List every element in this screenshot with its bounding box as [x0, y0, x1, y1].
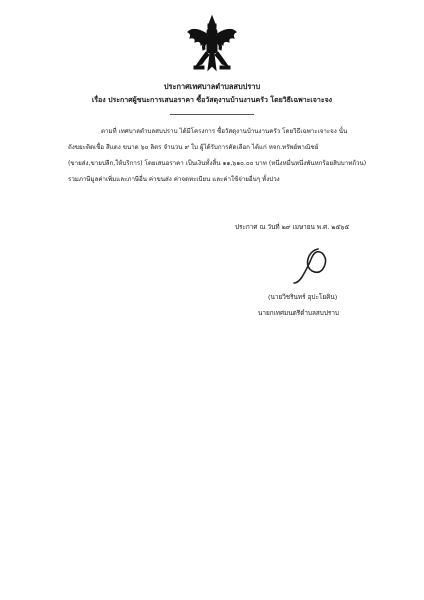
signer-title: นายกเทศมนตรีตำบลสบปราบ [258, 309, 339, 317]
signer-name: (นายวิชรินทร์ อุปะโยคิน) [268, 293, 338, 301]
divider [170, 114, 254, 115]
announcement-title: ประกาศเทศบาลตำบลสบปราบ [163, 82, 261, 91]
body-line-1: ตามที่ เทศบาลตำบลสบปราบ ได้มีโครงการ ซื้อวัสดุงานบ้านงานครัว โดยวิธีเฉพาะเจาะจง นั้น [101, 128, 348, 135]
body-line-3: (ขายส่ง,ขายปลีก,ให้บริการ) โดยเสนอราคา เป็นเงินทั้งสิ้น ๑๑,๖๑๐.๐๐ บาท (หนึ่งหมื่นหนึ่งพันหกร้อยสิบบาทถ้วน) [68, 160, 367, 167]
body-line-2: ถังขยะติดเชื้อ สีแดง ขนาด ๖๐ ลิตร จำนวน ๙ ใบ ผู้ได้รับการคัดเลือก ได้แก่ หจก.ทรัพย์พาณิชย์ [68, 144, 319, 151]
garuda-emblem-icon [186, 14, 238, 74]
announcement-date: ประกาศ ณ วันที่ ๒๙ เมษายน พ.ศ. ๒๕๖๕ [235, 223, 350, 231]
announcement-subject: เรื่อง ประกาศผู้ชนะการเสนอราคา ซื้อวัสดุงานบ้านงานครัว โดยวิธีเฉพาะเจาะจง [91, 96, 333, 104]
body-line-4: รวมภาษีมูลค่าเพิ่มและภาษีอื่น ค่าขนส่ง ค่าจดทะเบียน และค่าใช้จ่ายอื่นๆ ทั้งปวง [68, 176, 280, 183]
handwritten-signature-icon [290, 245, 336, 285]
